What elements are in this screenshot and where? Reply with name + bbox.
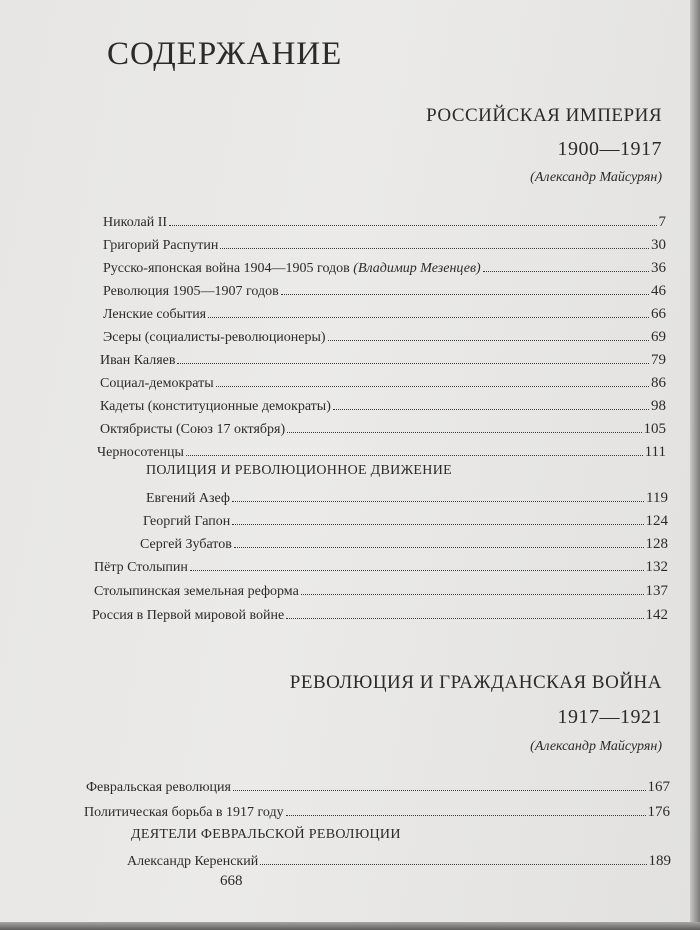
toc-entry[interactable]: [127, 850, 671, 870]
leader-dots: [234, 533, 644, 548]
toc-entry-label: Кадеты (конституционные демократы): [100, 399, 331, 414]
toc-entry-page: 7: [658, 214, 666, 230]
section-author: (Александр Майсурян): [530, 170, 662, 185]
toc-entry-label: Александр Керенский: [127, 854, 259, 869]
toc-entry-label: Эсеры (социалисты-революционеры): [103, 330, 326, 345]
toc-entry-page: 46: [651, 283, 666, 299]
toc-entry-label: Политическая борьба в 1917 году: [84, 805, 284, 820]
toc-entry-page: 119: [646, 490, 668, 506]
toc-entry[interactable]: [103, 280, 666, 300]
toc-entry[interactable]: [100, 418, 666, 438]
toc-entry-label: Февральская революция: [86, 780, 231, 795]
toc-entry-page: 189: [648, 853, 671, 869]
toc-entry-page: 124: [645, 513, 668, 529]
leader-dots: [287, 418, 641, 433]
section-title: РЕВОЛЮЦИЯ И ГРАЖДАНСКАЯ ВОЙНА: [289, 672, 662, 693]
leader-dots: [301, 580, 644, 595]
toc-entry[interactable]: [100, 349, 666, 369]
leader-dots: [286, 604, 643, 619]
book-edge-right: [690, 0, 700, 930]
toc-entry[interactable]: [103, 326, 666, 346]
toc-entry[interactable]: [94, 580, 668, 600]
toc-entry-label: Россия в Первой мировой войне: [92, 608, 285, 623]
toc-entry-label: Евгений Азеф: [146, 491, 231, 506]
toc-entry-label: Социал-демократы: [100, 376, 214, 391]
leader-dots: [260, 850, 646, 865]
toc-entry[interactable]: [100, 395, 666, 415]
toc-entry-page: 79: [651, 352, 666, 368]
leader-dots: [328, 326, 649, 341]
toc-entry[interactable]: [92, 604, 668, 624]
leader-dots: [232, 487, 644, 502]
leader-dots: [286, 801, 646, 816]
page-title: СОДЕРЖАНИЕ: [107, 36, 343, 72]
toc-entry[interactable]: [143, 510, 668, 530]
toc-entry[interactable]: [103, 303, 666, 323]
leader-dots: [483, 257, 649, 272]
toc-entry-page: 111: [644, 444, 666, 460]
toc-entry-page: 128: [645, 536, 668, 552]
page-number: 668: [220, 873, 243, 889]
subsection-title: ПОЛИЦИЯ И РЕВОЛЮЦИОННОЕ ДВИЖЕНИЕ: [146, 463, 452, 478]
toc-entry-label: Сергей Зубатов: [140, 537, 232, 552]
leader-dots: [220, 234, 649, 249]
section-author: (Александр Майсурян): [530, 739, 662, 754]
leader-dots: [281, 280, 649, 295]
book-edge-bottom: [0, 922, 700, 930]
toc-entry-page: 142: [645, 607, 668, 623]
toc-entry[interactable]: [84, 801, 670, 821]
toc-entry[interactable]: [86, 776, 670, 796]
toc-entry[interactable]: [146, 487, 668, 507]
toc-entry-label: Черносотенцы: [97, 445, 184, 460]
toc-entry-page: 176: [647, 804, 670, 820]
leader-dots: [333, 395, 649, 410]
toc-entry-page: 69: [651, 329, 666, 345]
toc-entry-page: 98: [651, 398, 666, 414]
toc-entry-label: Столыпинская земельная реформа: [94, 584, 299, 599]
leader-dots: [233, 776, 646, 791]
toc-entry[interactable]: [103, 211, 666, 231]
subsection-title: ДЕЯТЕЛИ ФЕВРАЛЬСКОЙ РЕВОЛЮЦИИ: [131, 827, 401, 842]
toc-entry-page: 66: [651, 306, 666, 322]
toc-entry-label: Григорий Распутин: [103, 238, 219, 253]
toc-entry[interactable]: [103, 234, 666, 254]
toc-entry[interactable]: [97, 441, 666, 461]
toc-entry-page: 137: [645, 583, 668, 599]
section-years: 1917—1921: [557, 706, 662, 728]
leader-dots: [216, 372, 649, 387]
toc-entry-page: 86: [651, 375, 666, 391]
toc-entry[interactable]: [94, 556, 668, 576]
toc-entry-label: Октябристы (Союз 17 октября): [100, 422, 286, 437]
leader-dots: [208, 303, 649, 318]
leader-dots: [190, 556, 644, 571]
toc-entry-page: 167: [647, 779, 670, 795]
toc-entry-page: 30: [651, 237, 666, 253]
toc-entry-label: Георгий Гапон: [143, 514, 231, 529]
leader-dots: [169, 211, 656, 226]
toc-entry-label: Ленские события: [103, 307, 207, 322]
leader-dots: [186, 441, 643, 456]
toc-entry[interactable]: [103, 257, 666, 277]
toc-entry-label: Пётр Столыпин: [94, 560, 188, 575]
section-years: 1900—1917: [557, 138, 662, 160]
toc-entry-page: 36: [651, 260, 666, 276]
section-title: РОССИЙСКАЯ ИМПЕРИЯ: [426, 105, 662, 126]
toc-entry[interactable]: [100, 372, 666, 392]
toc-entry-label: Николай II: [103, 215, 168, 230]
toc-entry[interactable]: [140, 533, 668, 553]
toc-entry-label: Революция 1905—1907 годов: [103, 284, 279, 299]
toc-entry-label: Иван Каляев: [100, 353, 176, 368]
toc-entry-title: Русско-японская война 1904—1905 годов: [103, 261, 354, 276]
toc-entry-author: (Владимир Мезенцев): [353, 261, 481, 276]
toc-entry-label: [103, 259, 481, 279]
leader-dots: [177, 349, 649, 364]
toc-entry-page: 132: [645, 559, 668, 575]
toc-entry-page: 105: [643, 421, 666, 437]
leader-dots: [232, 510, 643, 525]
